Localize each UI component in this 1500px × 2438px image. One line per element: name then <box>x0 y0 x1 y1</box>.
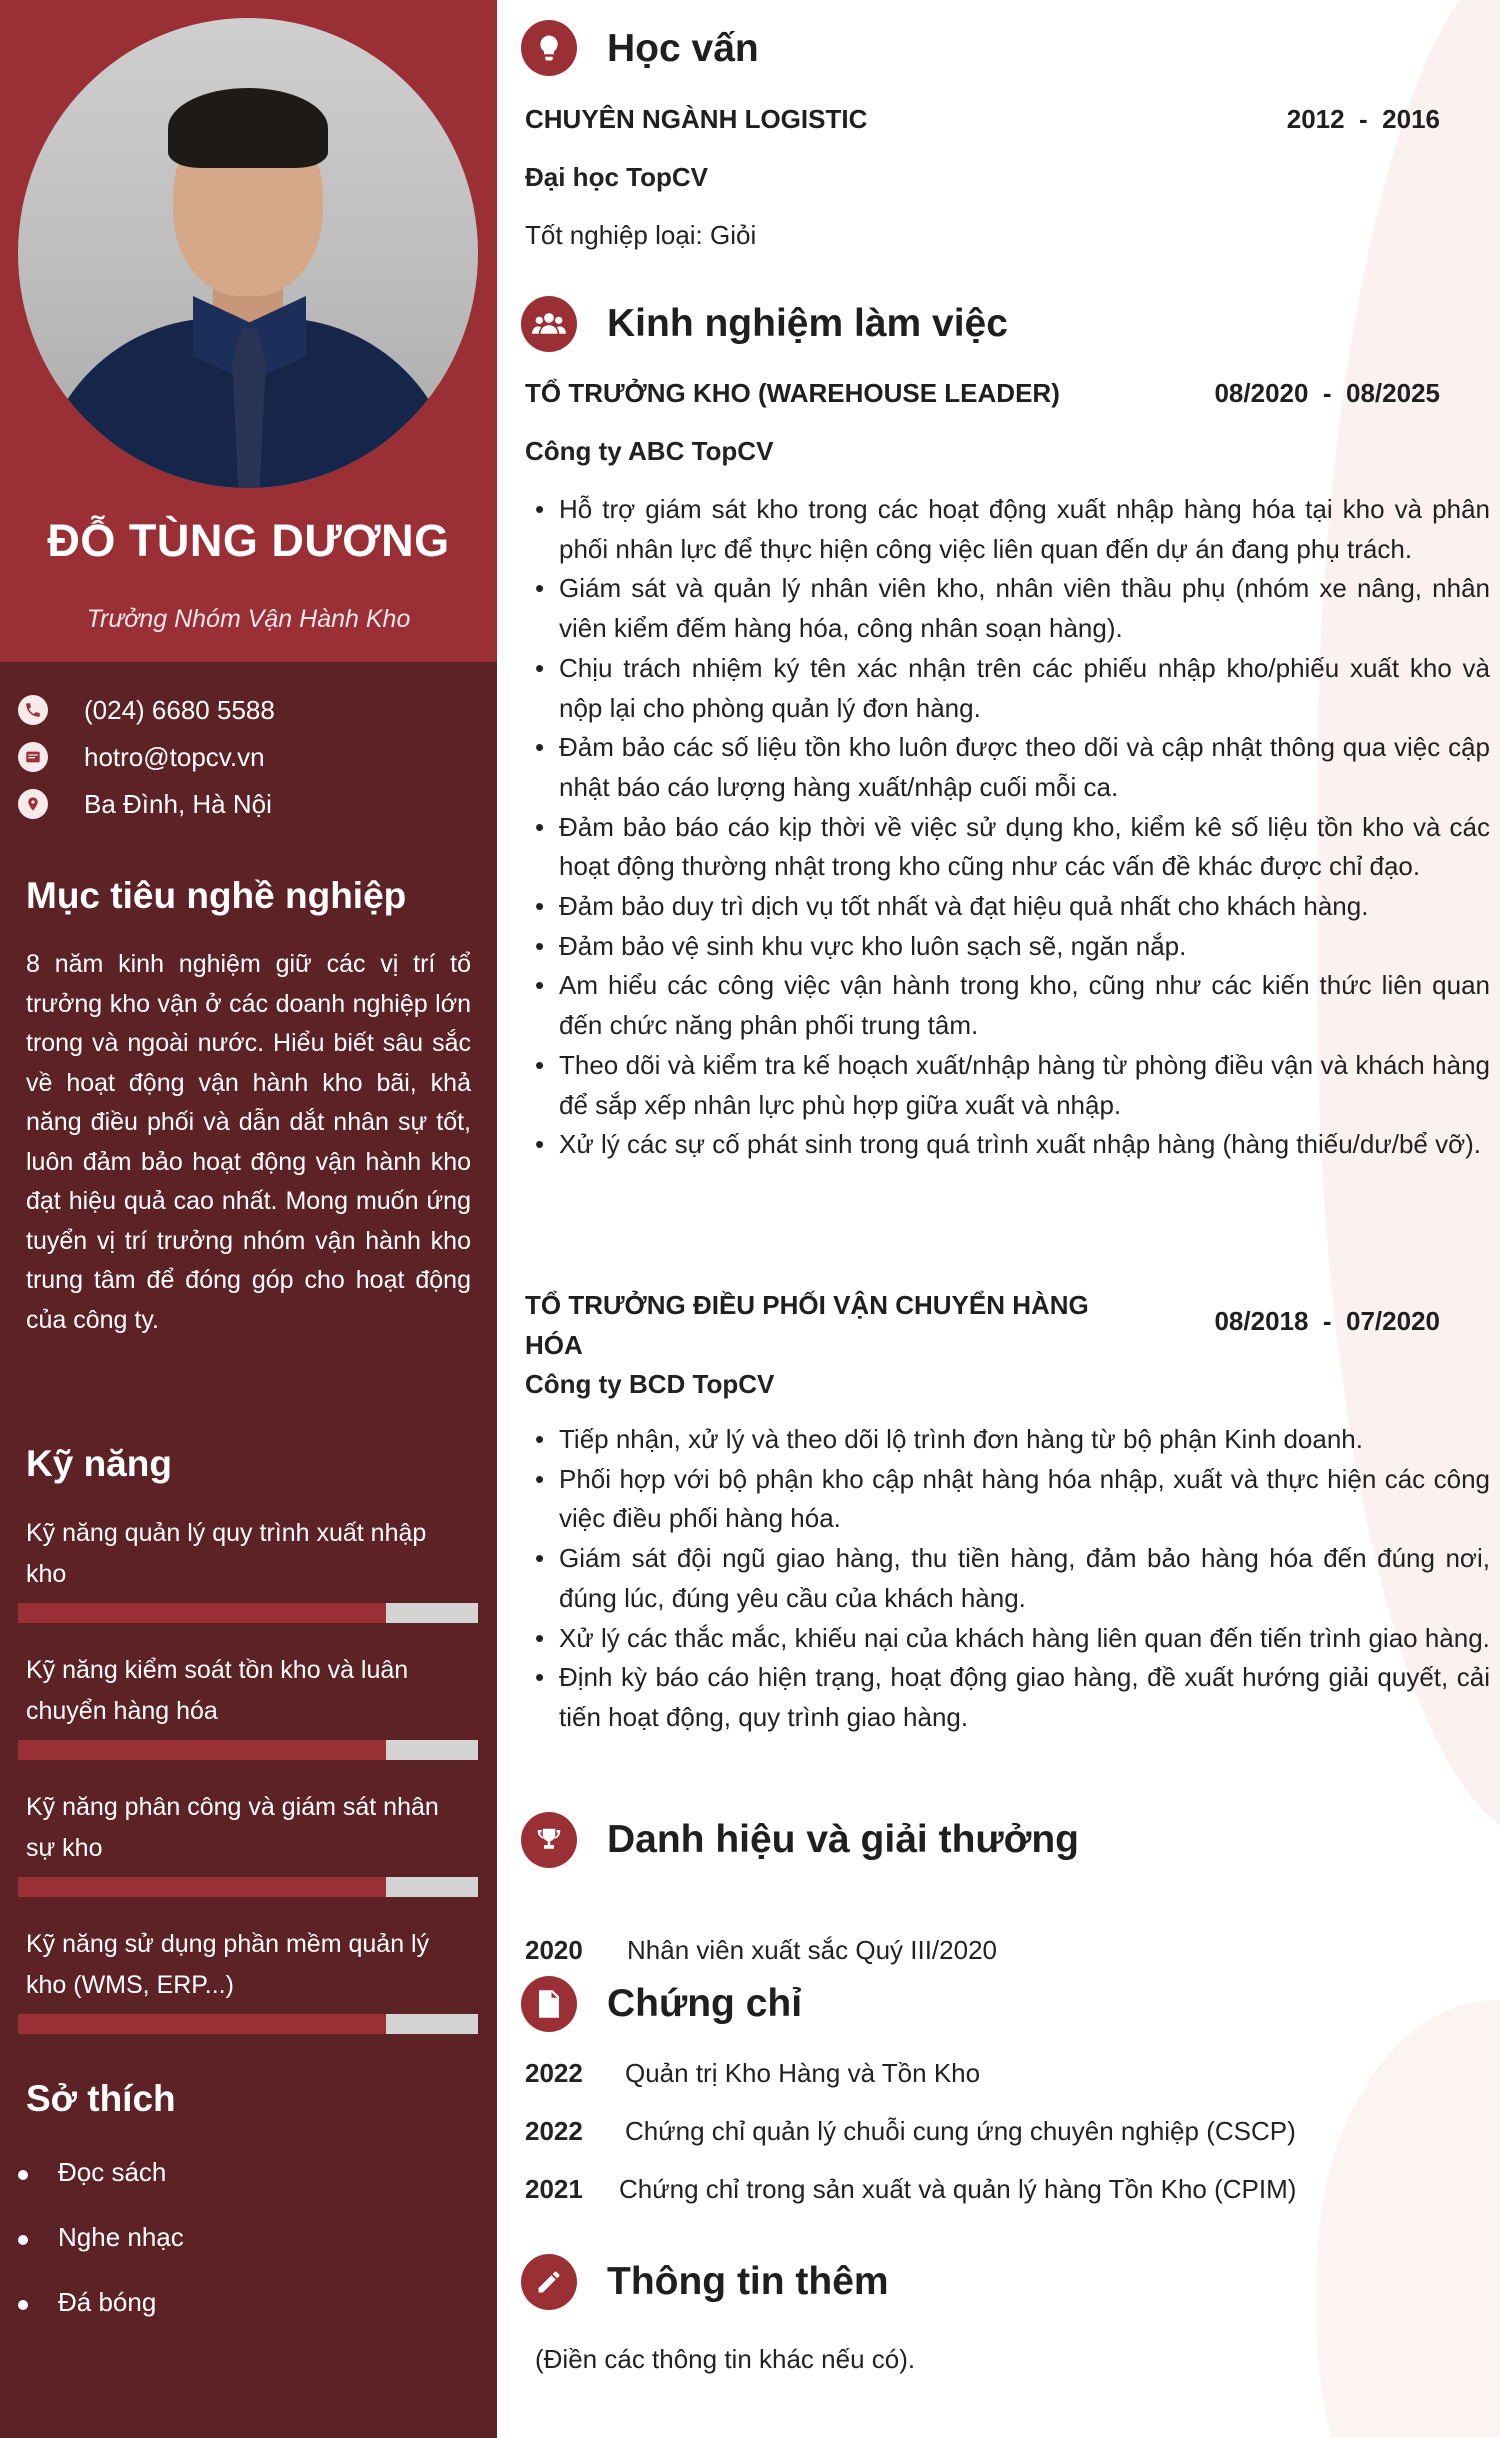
hobbies-heading: Sở thích <box>26 2078 176 2119</box>
list-item: • Đảm bảo vệ sinh khu vực kho luôn sạch sẽ, ngăn nắp. <box>535 927 1490 967</box>
trophy-icon <box>521 1812 577 1868</box>
list-item: • Đảm bảo các số liệu tồn kho luôn được theo dõi và cập nhật thông qua việc cập nhật báo cáo lượng hàng xuất/nhập cuối mỗi ca. <box>535 728 1490 807</box>
certificate-item <box>525 2116 1296 2147</box>
education-dates: 2012 - 2016 <box>1286 104 1440 134</box>
skill-item <box>18 1513 478 1623</box>
contact-address <box>18 784 488 824</box>
job-company: Công ty BCD TopCV <box>525 1369 775 1399</box>
list-item: • Chịu trách nhiệm ký tên xác nhận trên các phiếu nhập kho/phiếu xuất kho và nộp lại cho phòng quản lý đơn hàng. <box>535 649 1490 728</box>
education-school: Đại học TopCV <box>525 162 708 192</box>
job-dates: 08/2018 - 07/2020 <box>1214 1306 1440 1336</box>
skill-item <box>18 1787 478 1897</box>
sidebar-header <box>0 0 497 662</box>
additional-text: (Điền các thông tin khác nếu có). <box>535 2344 916 2374</box>
hobby-text: Đọc sách <box>58 2156 167 2187</box>
list-item: • Tiếp nhận, xử lý và theo dõi lộ trình đơn hàng từ bộ phận Kinh doanh. <box>535 1420 1490 1460</box>
email-icon <box>18 742 48 772</box>
pencil-icon <box>521 2254 577 2310</box>
award-text: Nhân viên xuất sắc Quý III/2020 <box>627 1935 997 1965</box>
skill-name: Kỹ năng sử dụng phần mềm quản lý kho (WMS, ERP...) <box>26 1930 430 1999</box>
certificate-year: 2022 <box>525 2116 583 2146</box>
list-item: • Giám sát và quản lý nhân viên kho, nhân viên thầu phụ (nhóm xe nâng, nhân viên kiểm đếm hàng hóa, công nhân soạn hàng). <box>535 569 1490 648</box>
avatar <box>18 18 478 488</box>
list-item: • Giám sát đội ngũ giao hàng, thu tiền hàng, đảm bảo hàng hóa đến đúng nơi, đúng lúc, đúng yêu cầu của khách hàng. <box>535 1539 1490 1618</box>
certificate-year: 2022 <box>525 2058 583 2088</box>
education-major: CHUYÊN NGÀNH LOGISTIC <box>525 104 868 134</box>
sidebar <box>0 0 497 2438</box>
contact-phone-text: (024) 6680 5588 <box>84 694 275 725</box>
contact-email <box>18 737 488 777</box>
list-item: • Xử lý các thắc mắc, khiếu nại của khách hàng liên quan đến tiến trình giao hàng. <box>535 1619 1490 1659</box>
job-position: TỔ TRƯỞNG ĐIỀU PHỐI VẬN CHUYỂN HÀNG HÓA <box>525 1290 1089 1360</box>
skill-bar <box>18 1603 478 1623</box>
skill-bar-fill <box>18 1603 386 1623</box>
certificate-year: 2021 <box>525 2174 583 2204</box>
job-dates: 08/2020 - 08/2025 <box>1214 378 1440 408</box>
job-position: TỔ TRƯỞNG KHO (WAREHOUSE LEADER) <box>525 378 1060 408</box>
objective-text: 8 năm kinh nghiệm giữ các vị trí tổ trưởng kho vận ở các doanh nghiệp lớn trong và ngoài nước. Hiểu biết sâu sắc về hoạt động vận hành kho bãi, khả năng điều phối và dẫn dắt nhân sự tốt, luôn đảm bảo hoạt động vận hành kho đạt hiệu quả cao nhất. Mong muốn ứng tuyển vị trí trưởng nhóm vận hành kho trung tâm để đóng góp cho hoạt động của công ty. <box>26 950 471 1334</box>
certificate-item <box>525 2058 980 2089</box>
skill-item <box>18 1924 478 2034</box>
skill-name: Kỹ năng quản lý quy trình xuất nhập kho <box>26 1519 427 1588</box>
skill-item <box>18 1650 478 1760</box>
hobby-item <box>18 2282 156 2322</box>
list-item: • Đảm bảo báo cáo kịp thời về việc sử dụng kho, kiểm kê số liệu tồn kho và các hoạt động thường nhật trong kho cũng như các vấn đề khác được chỉ đạo. <box>535 808 1490 887</box>
phone-icon <box>18 695 48 725</box>
objective-heading: Mục tiêu nghề nghiệp <box>26 875 407 916</box>
education-heading: Học vấn <box>607 27 759 70</box>
list-item: • Phối hợp với bộ phận kho cập nhật hàng hóa nhập, xuất và thực hiện các công việc điều phối hàng hóa. <box>535 1460 1490 1539</box>
certificate-text: Chứng chỉ trong sản xuất và quản lý hàng Tồn Kho (CPIM) <box>619 2174 1297 2204</box>
location-pin-icon <box>18 789 48 819</box>
list-item: • Am hiểu các công việc vận hành trong kho, cũng như các kiến thức liên quan đến chức năng phân phối trung tâm. <box>535 966 1490 1045</box>
skill-bar <box>18 2014 478 2034</box>
experience-heading: Kinh nghiệm làm việc <box>607 302 1008 345</box>
skill-bar-fill <box>18 1740 386 1760</box>
certificate-text: Chứng chỉ quản lý chuỗi cung ứng chuyên nghiệp (CSCP) <box>625 2116 1296 2146</box>
award-item <box>525 1935 997 1966</box>
contact-address-text: Ba Đình, Hà Nội <box>84 788 272 819</box>
awards-heading: Danh hiệu và giải thưởng <box>607 1818 1079 1861</box>
skills-heading: Kỹ năng <box>26 1443 172 1484</box>
additional-heading: Thông tin thêm <box>607 2260 889 2303</box>
skill-name: Kỹ năng kiểm soát tồn kho và luân chuyển hàng hóa <box>26 1656 409 1725</box>
hobby-item <box>18 2217 184 2257</box>
list-item: • Xử lý các sự cố phát sinh trong quá trình xuất nhập hàng (hàng thiếu/dư/bể vỡ). <box>535 1125 1490 1165</box>
contact-email-text: hotro@topcv.vn <box>84 741 265 772</box>
contact-phone <box>18 690 488 730</box>
lightbulb-icon <box>521 20 577 76</box>
education-grade: Tốt nghiệp loại: Giỏi <box>525 220 757 250</box>
list-item: • Định kỳ báo cáo hiện trạng, hoạt động giao hàng, đề xuất hướng giải quyết, cải tiến hoạt động, quy trình giao hàng. <box>535 1658 1490 1737</box>
main-content <box>497 0 1500 2438</box>
document-icon <box>521 1976 577 2032</box>
job-bullets <box>535 490 1490 1165</box>
skill-bar-fill <box>18 2014 386 2034</box>
skill-bar <box>18 1877 478 1897</box>
hobby-text: Nghe nhạc <box>58 2221 184 2252</box>
award-year: 2020 <box>525 1935 583 1965</box>
job-bullets <box>535 1420 1490 1738</box>
job-company: Công ty ABC TopCV <box>525 436 774 466</box>
list-item: • Đảm bảo duy trì dịch vụ tốt nhất và đạt hiệu quả nhất cho khách hàng. <box>535 887 1490 927</box>
skill-bar <box>18 1740 478 1760</box>
certificate-text: Quản trị Kho Hàng và Tồn Kho <box>625 2058 981 2088</box>
users-icon <box>521 296 577 352</box>
profile-name: ĐỖ TÙNG DƯƠNG <box>47 515 450 566</box>
certificate-item <box>525 2174 1296 2205</box>
skill-bar-fill <box>18 1877 386 1897</box>
profile-title: Trưởng Nhóm Vận Hành Kho <box>86 605 411 633</box>
skill-name: Kỹ năng phân công và giám sát nhân sự kho <box>26 1793 439 1862</box>
list-item: • Hỗ trợ giám sát kho trong các hoạt động xuất nhập hàng hóa tại kho và phân phối nhân lực để thực hiện công việc liên quan đến dự án đang phụ trách. <box>535 490 1490 569</box>
list-item: • Theo dõi và kiểm tra kế hoạch xuất/nhập hàng từ phòng điều vận và khách hàng để sắp xếp nhân lực phù hợp giữa xuất và nhập. <box>535 1046 1490 1125</box>
certificates-heading: Chứng chỉ <box>607 1982 803 2025</box>
hobby-item <box>18 2152 166 2192</box>
hobby-text: Đá bóng <box>58 2286 157 2317</box>
